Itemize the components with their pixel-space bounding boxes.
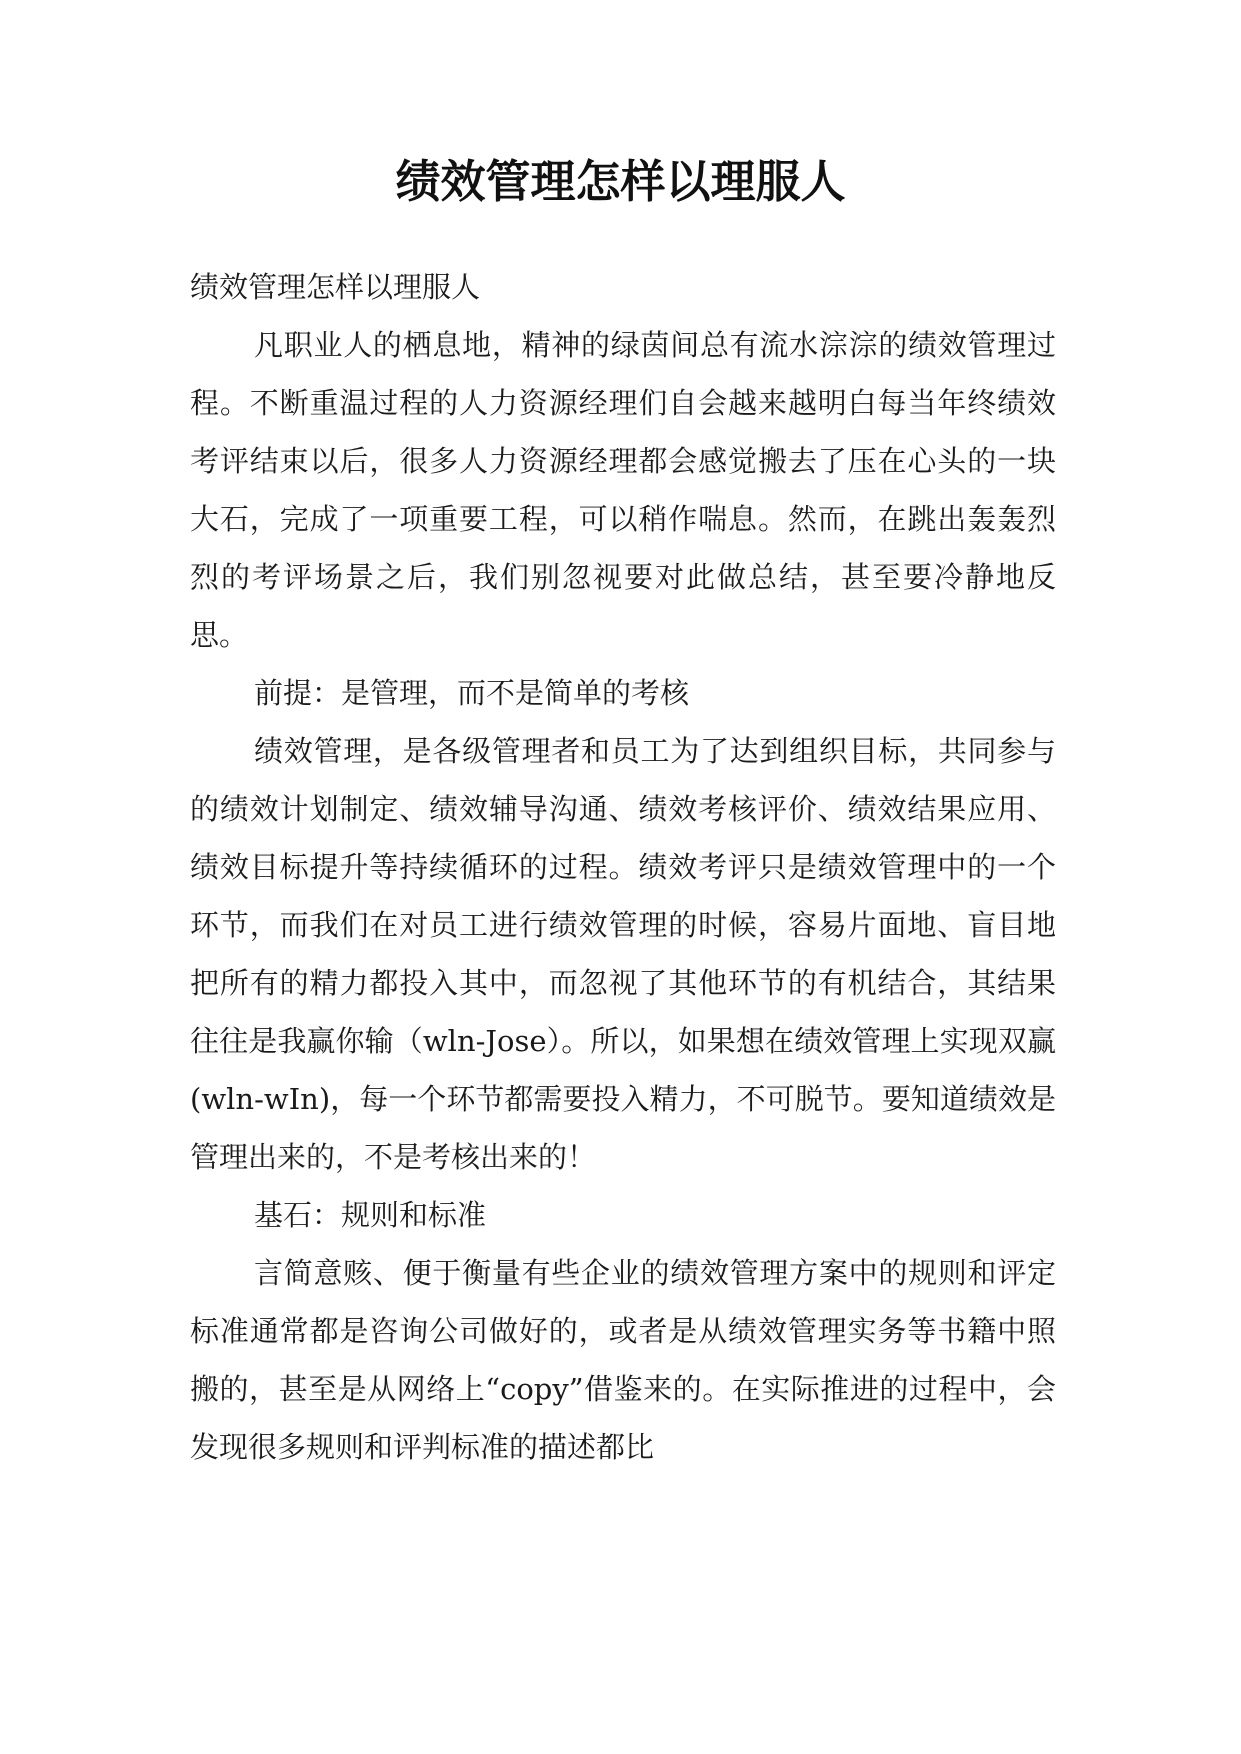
paragraph-intro: 凡职业人的栖息地，精神的绿茵间总有流水淙淙的绩效管理过程。不断重温过程的人力资源经理们自会越来越明白每当年终绩效考评结束以后，很多人力资源经理都会感觉搬去了压在心头的一块大石，完成了一项重要工程，可以稍作喘息。然而，在跳出轰轰烈烈的考评场景之后，我们别忽视要对此做总结，甚至要冷静地反思。 <box>190 328 1056 652</box>
document-body <box>190 258 1056 1476</box>
paragraph-cornerstone: 言简意赅、便于衡量有些企业的绩效管理方案中的规则和评定标准通常都是咨询公司做好的，或者是从绩效管理实务等书籍中照搬的，甚至是从网络上“copy”借鉴来的。在实际推进的过程中，会发现很多规则和评判标准的描述都比 <box>190 1256 1056 1464</box>
paragraph-premise: 绩效管理，是各级管理者和员工为了达到组织目标，共同参与的绩效计划制定、绩效辅导沟通、绩效考核评价、绩效结果应用、绩效目标提升等持续循环的过程。绩效考评只是绩效管理中的一个环节，而我们在对员工进行绩效管理的时候，容易片面地、盲目地把所有的精力都投入其中，而忽视了其他环节的有机结合，其结果往往是我赢你输（wln-Jose）。所以，如果想在绩效管理上实现双赢(wln-wIn)，每一个环节都需要投入精力，不可脱节。要知道绩效是管理出来的，不是考核出来的！ <box>190 734 1056 1174</box>
section-heading-premise: 前提：是管理，而不是简单的考核 <box>254 676 690 710</box>
paragraph-subtitle: 绩效管理怎样以理服人 <box>190 270 481 304</box>
section-heading-cornerstone: 基石：规则和标准 <box>254 1198 487 1232</box>
document-title: 绩效管理怎样以理服人 <box>395 155 846 208</box>
